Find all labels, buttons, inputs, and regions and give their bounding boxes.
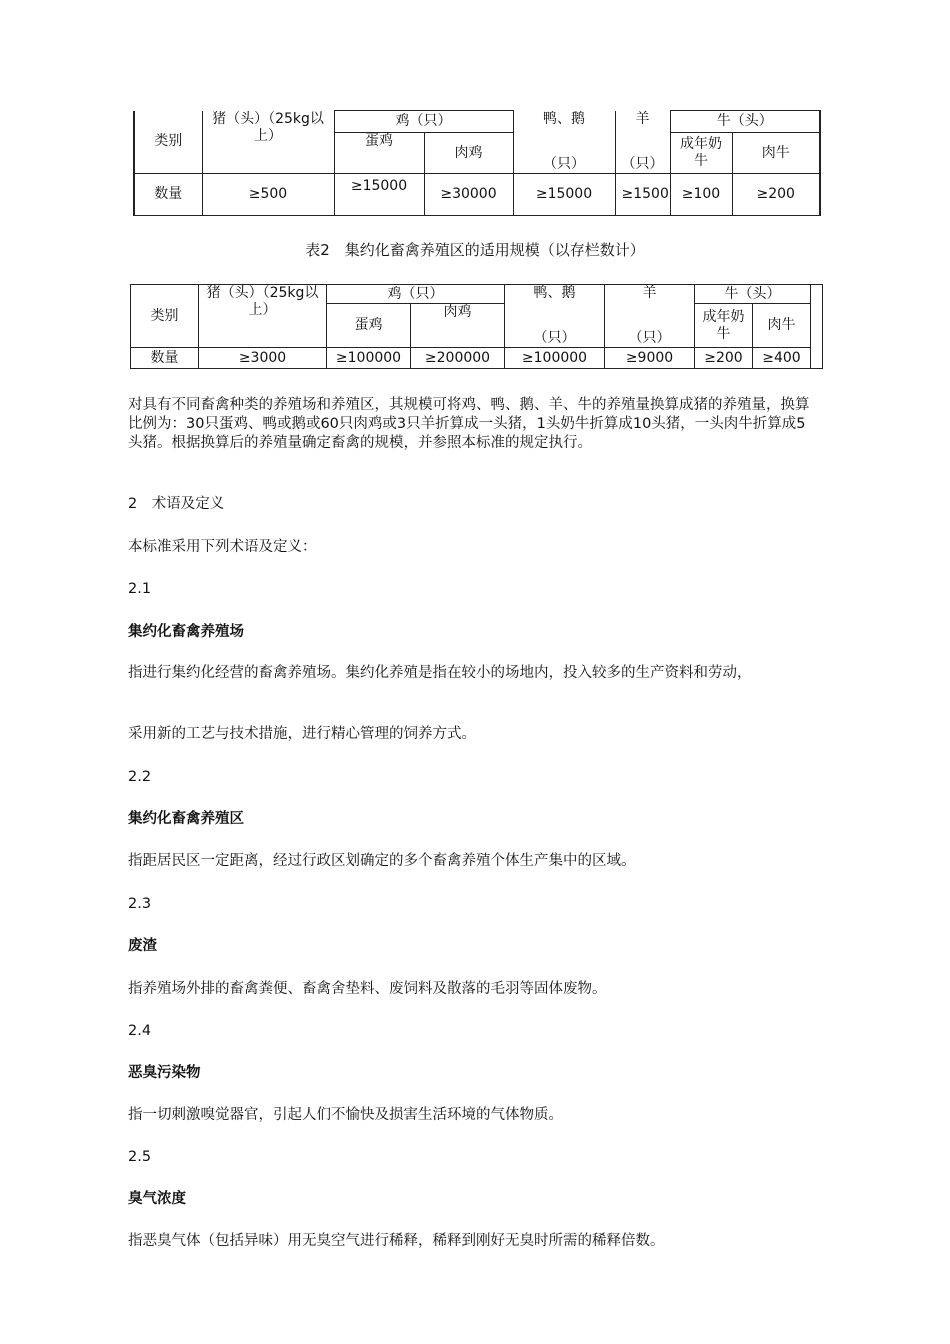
- row-label-quantity: 数量: [134, 174, 202, 216]
- value-duck: ≥15000: [513, 174, 615, 216]
- header-layer: 蛋鸡: [327, 304, 411, 348]
- header-sheep-unit: （只）: [615, 133, 670, 174]
- header-category: 类别: [134, 111, 202, 174]
- section-2-heading: 2 术语及定义: [128, 496, 225, 512]
- header-sheep-unit: （只）: [605, 304, 695, 348]
- clause-2-1-definition: 指进行集约化经营的畜禽养殖场。集约化养殖是指在较小的场地内，投入较多的生产资料和劳动，: [128, 665, 752, 681]
- header-pig: 猪（头）（25kg以上）: [202, 111, 334, 174]
- header-dairy: 成年奶牛: [695, 304, 753, 348]
- clause-2-3-number: 2.3: [128, 896, 152, 912]
- row-label-quantity: 数量: [131, 348, 199, 369]
- value-duck: ≥100000: [505, 348, 605, 369]
- value-dairy: ≥200: [695, 348, 753, 369]
- header-sheep-top: 羊: [615, 111, 670, 133]
- section-2-intro: 本标准采用下列术语及定义：: [128, 539, 317, 555]
- header-broiler: 肉鸡: [424, 133, 513, 174]
- header-beef: 肉牛: [732, 133, 820, 174]
- clause-2-1-term: 集约化畜禽养殖场: [128, 624, 244, 640]
- value-dairy: ≥100: [670, 174, 732, 216]
- header-chicken: 鸡（只）: [334, 111, 513, 133]
- header-cattle: 牛（头）: [670, 111, 820, 133]
- header-duck-top: 鸭、鹅: [513, 111, 615, 133]
- value-sheep: ≥9000: [605, 348, 695, 369]
- table-farm-scale: [133, 110, 821, 216]
- header-beef: 肉牛: [753, 304, 811, 348]
- value-broiler: ≥30000: [424, 174, 513, 216]
- header-sheep-top: 羊: [605, 285, 695, 304]
- clause-2-3-definition: 指养殖场外排的畜禽粪便、畜禽舍垫料、废饲料及散落的毛羽等固体废物。: [128, 981, 607, 997]
- header-duck-unit: （只）: [513, 133, 615, 174]
- table2-caption: 表2 集约化畜禽养殖区的适用规模（以存栏数计）: [305, 241, 645, 259]
- clause-2-2-definition: 指距居民区一定距离，经过行政区划确定的多个畜禽养殖个体生产集中的区域。: [128, 853, 636, 869]
- value-layer: ≥100000: [327, 348, 411, 369]
- header-broiler: 肉鸡: [411, 304, 505, 348]
- value-layer: ≥15000: [334, 174, 424, 216]
- clause-2-5-term: 臭气浓度: [128, 1191, 186, 1207]
- header-category: 类别: [131, 285, 199, 348]
- value-beef: ≥200: [732, 174, 820, 216]
- value-broiler: ≥200000: [411, 348, 505, 369]
- clause-2-2-number: 2.2: [128, 769, 152, 785]
- clause-2-1-definition-cont: 采用新的工艺与技术措施，进行精心管理的饲养方式。: [128, 726, 476, 742]
- header-dairy: 成年奶牛: [670, 133, 732, 174]
- header-layer: 蛋鸡: [334, 133, 424, 174]
- clause-2-1-number: 2.1: [128, 581, 152, 597]
- clause-2-3-term: 废渣: [128, 938, 157, 954]
- value-pig: ≥3000: [199, 348, 327, 369]
- table-edge-cell: [811, 285, 823, 369]
- header-cattle: 牛（头）: [695, 285, 811, 304]
- table-zone-scale: [130, 284, 823, 369]
- conversion-paragraph: 对具有不同畜禽种类的养殖场和养殖区，其规模可将鸡、鸭、鹅、羊、牛的养殖量换算成猪的养殖量，换算比例为：30只蛋鸡、鸭或鹅或60只肉鸡或3只羊折算成一头猪，1头奶牛折算成10头猪，一头肉牛折算成5头猪。根据换算后的养殖量确定畜禽的规模，并参照本标准的规定执行。: [128, 397, 810, 451]
- clause-2-2-term: 集约化畜禽养殖区: [128, 811, 244, 827]
- header-duck-unit: （只）: [505, 304, 605, 348]
- header-pig: 猪（头）（25kg以上）: [199, 285, 327, 348]
- header-duck-top: 鸭、鹅: [505, 285, 605, 304]
- value-beef: ≥400: [753, 348, 811, 369]
- clause-2-5-number: 2.5: [128, 1149, 152, 1165]
- clause-2-4-definition: 指一切刺激嗅觉器官，引起人们不愉快及损害生活环境的气体物质。: [128, 1107, 563, 1123]
- clause-2-4-term: 恶臭污染物: [128, 1065, 201, 1081]
- clause-2-5-definition: 指恶臭气体（包括异味）用无臭空气进行稀释，稀释到刚好无臭时所需的稀释倍数。: [128, 1233, 665, 1249]
- value-sheep: ≥1500: [615, 174, 670, 216]
- header-chicken: 鸡（只）: [327, 285, 505, 304]
- clause-2-4-number: 2.4: [128, 1023, 152, 1039]
- value-pig: ≥500: [202, 174, 334, 216]
